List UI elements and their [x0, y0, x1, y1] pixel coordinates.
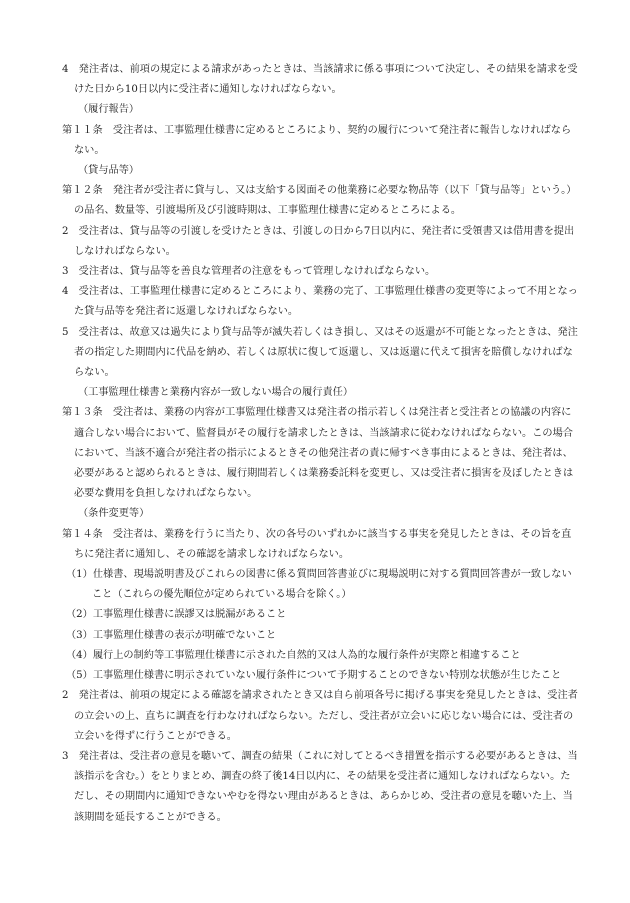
- paragraph-12-2: 2 受注者は、貸与品等の引渡しを受けたときは、引渡しの日から7日以内に、発注者に受領書又は借用書を提出しなければならない。: [62, 225, 575, 257]
- article-14: 第１４条 受注者は、業務を行うに当たり、次の各号のいずれかに該当する事実を発見したときは、その旨を直ちに発注者に通知し、その確認を請求しなければならない。: [62, 528, 572, 560]
- list-item-5: （5）工事監理仕様書に明示されていない履行条件について予期することのできない特別な状態が生じたこと: [66, 670, 562, 682]
- document-body: [62, 60, 578, 828]
- paragraph-14-3: 3 発注者は、受注者の意見を聴いて、調査の結果（これに対してとるべき措置を指示する必要があるときは、当該指示を含む。）をとりまとめ、調査の終了後14日以内に、その結果を受注者に通知しなければならない。ただし、その期間内に通知できないやむを得ない理由があるときは、あらかじめ、受注者の意見を聴いた上、当該期間を延長することができる。: [62, 750, 578, 823]
- paragraph-12-5: 5 受注者は、故意又は過失により貸与品等が滅失若しくはき損し、又はその返還が不可能となったときは、発注者の指定した期間内に代品を納め、若しくは原状に復して返還し、又は返還に代えて損害を賠償しなければならない。: [62, 326, 578, 379]
- paragraph-12-4: 4 受注者は、工事監理仕様書に定めるところにより、業務の完了、工事監理仕様書の変更等によって不用となった貸与品等を発注者に返還しなければならない。: [62, 286, 578, 318]
- heading-performance-report: （履行報告）: [78, 104, 140, 116]
- article-13: 第１３条 受注者は、業務の内容が工事監理仕様書又は発注者の指示若しくは発注者と受注者との協議の内容に適合しない場合において、監督員がその履行を請求したときは、当該請求に従わなければならない。この場合において、当該不適合が発注者の指示によるときその他発注者の責に帰すべき事由によるときは、発注者は、必要があると認められるときは、履行期間若しくは業務委託料を変更し、又は受注者に損害を及ぼしたときは必要な費用を負担しなければならない。: [62, 407, 574, 500]
- heading-performance-responsibility: （工事監理仕様書と業務内容が一致しない場合の履行責任）: [78, 387, 354, 399]
- paragraph-14-2: 2 発注者は、前項の規定による確認を請求されたとき又は自ら前項各号に掲げる事実を発見したときは、受注者の立会いの上、直ちに調査を行わなければならない。ただし、受注者が立会いに応じない場合には、受注者の立会いを得ずに行うことができる。: [62, 690, 578, 742]
- paragraph-12-3: 3 受注者は、貸与品等を善良な管理者の注意をもって管理しなければならない。: [62, 266, 436, 278]
- article-12: 第１２条 発注者が受注者に貸与し、又は支給する図面その他業務に必要な物品等（以下「貸与品等」という。）の品名、数量等、引渡場所及び引渡時期は、工事監理仕様書に定めるところによる。: [62, 185, 577, 217]
- list-item-3: （3）工事監理仕様書の表示が明確でないこと: [66, 629, 277, 641]
- heading-condition-changes: （条件変更等）: [78, 508, 150, 520]
- list-item-4: （4）履行上の制約等工事監理仕様書に示された自然的又は人為的な履行条件が実際と相違すること: [66, 649, 521, 661]
- paragraph-10-4: 4 発注者は、前項の規定による請求があったときは、当該請求に係る事項について決定し、その結果を請求を受けた日から10日以内に受注者に通知しなければならない。: [62, 64, 578, 96]
- heading-loaned-items: （貸与品等）: [78, 165, 140, 177]
- article-11: 第１１条 受注者は、工事監理仕様書に定めるところにより、契約の履行について発注者に報告しなければならない。: [62, 124, 572, 156]
- list-item-1: （1）仕様書、現場説明書及びこれらの図書に係る質問回答書並びに現場説明に対する質問回答書が一致しないこと（これらの優先順位が定められている場合を除く。）: [66, 569, 572, 601]
- list-item-2: （2）工事監理仕様書に誤謬又は脱漏があること: [66, 609, 287, 621]
